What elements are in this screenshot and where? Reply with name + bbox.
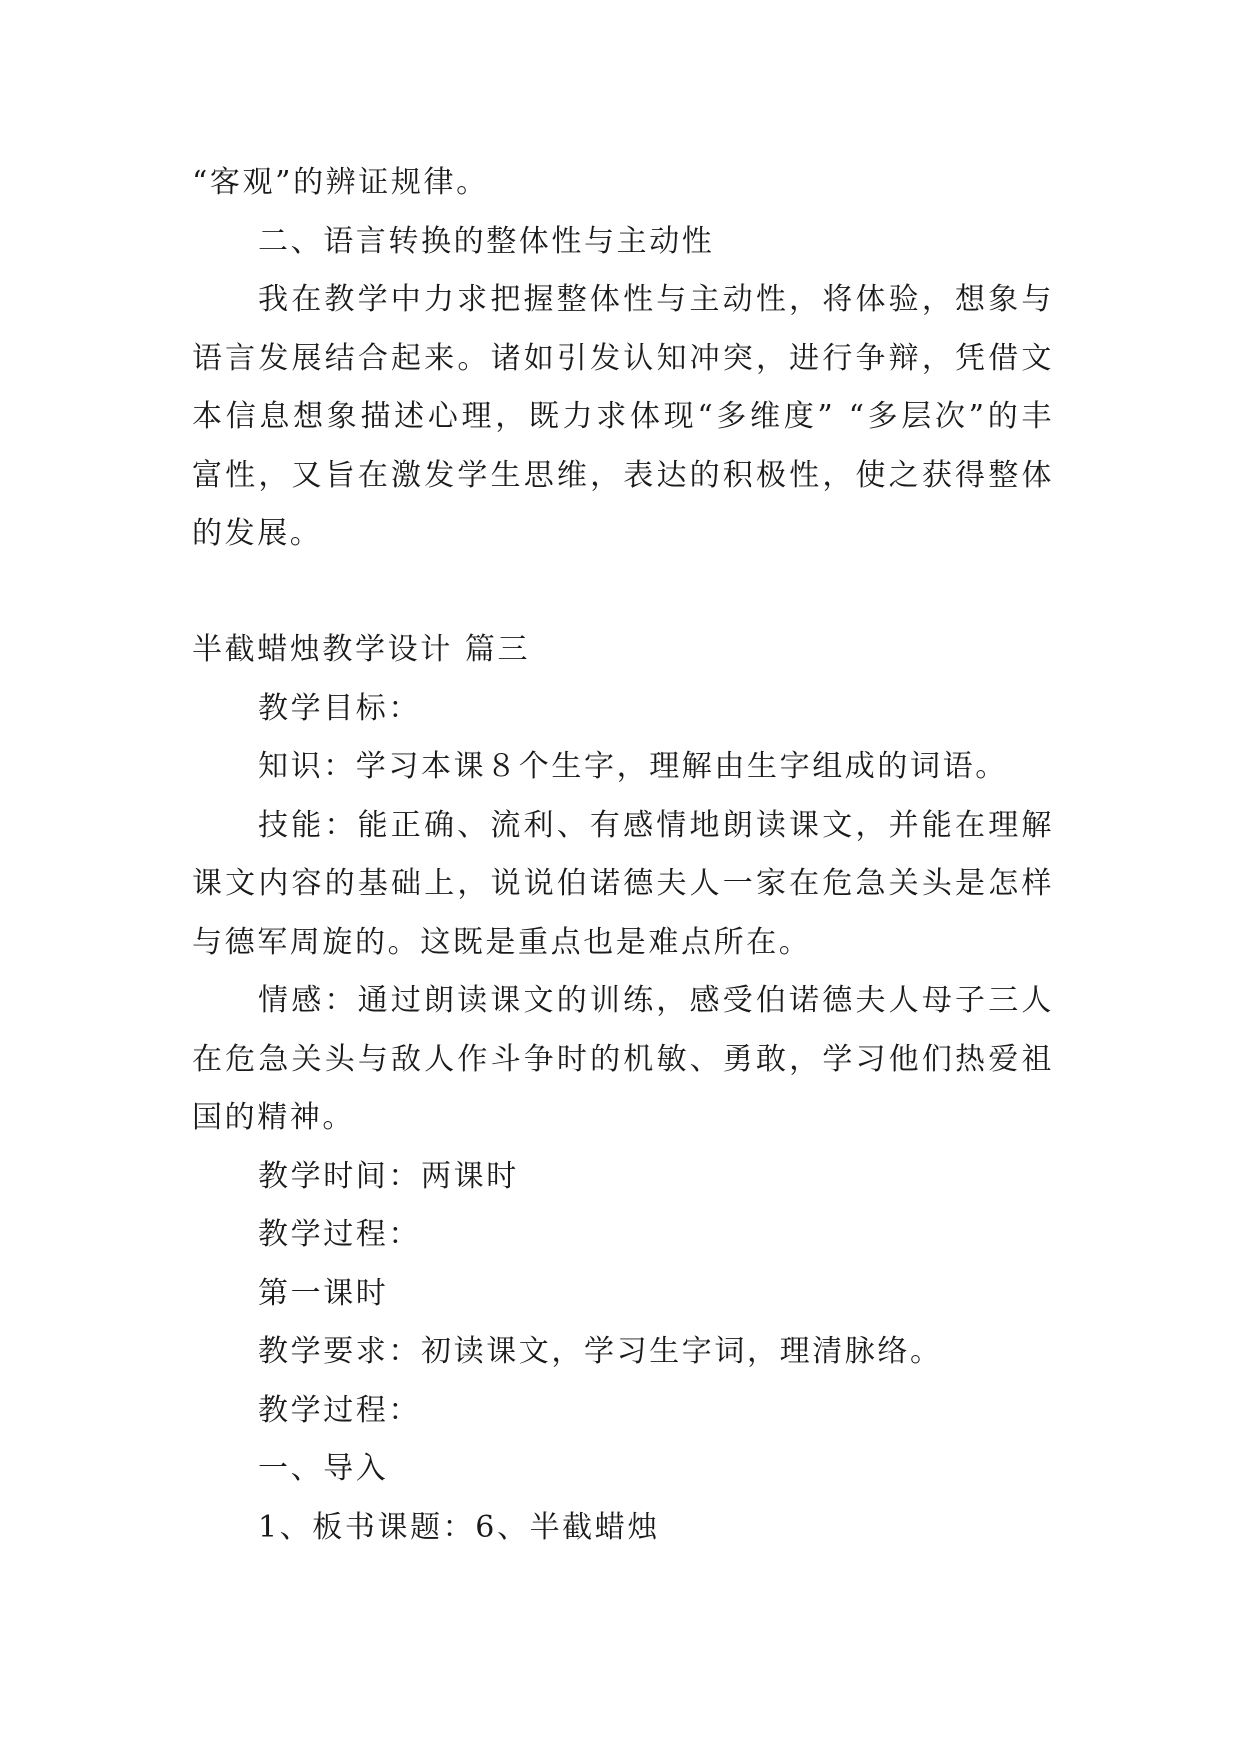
paragraph-teaching-goals: 教学目标：	[258, 690, 421, 726]
subheading-language-conversion: 二、语言转换的整体性与主动性	[258, 223, 715, 259]
paragraph-board-title: 1、板书课题：6、半截蜡烛	[258, 1509, 660, 1545]
paragraph-emotion-goal: 情感：通过朗读课文的训练，感受伯诺德夫人母子三人在危急关头与敌人作斗争时的机敏、勇敢，学习他们热爱祖国的精神。	[192, 983, 1054, 1135]
paragraph-teaching-time: 教学时间：两课时	[258, 1158, 519, 1194]
section-heading: 半截蜡烛教学设计 篇三	[192, 632, 531, 667]
paragraph-teaching-process-2: 教学过程：	[258, 1392, 421, 1428]
paragraph-dialectic-law: “客观”的辨证规律。	[192, 165, 489, 200]
paragraph-introduction: 一、导入	[258, 1451, 389, 1486]
paragraph-teaching-requirements: 教学要求：初读课文，学习生字词，理清脉络。	[258, 1334, 943, 1369]
paragraph-teaching-process: 教学过程：	[258, 1217, 421, 1252]
section-lesson-design-3	[192, 621, 1054, 1557]
paragraph-teaching-approach: 我在教学中力求把握整体性与主动性，将体验，想象与语言发展结合起来。诸如引发认知冲突，进行争辩，凭借文本信息想象描述心理，既力求体现“多维度” “多层次”的丰富性，又旨在激发学生思维，表达的积极性，使之获得整体的发展。	[192, 282, 1054, 551]
paragraph-skill-goal: 技能：能正确、流利、有感情地朗读课文，并能在理解课文内容的基础上，说说伯诺德夫人一家在危急关头是怎样与德军周旋的。这既是重点也是难点所在。	[192, 807, 1054, 960]
section-continuation	[192, 154, 1054, 564]
paragraph-knowledge-goal: 知识：学习本课８个生字，理解由生字组成的词语。	[258, 749, 1008, 784]
paragraph-first-lesson: 第一课时	[258, 1275, 389, 1311]
